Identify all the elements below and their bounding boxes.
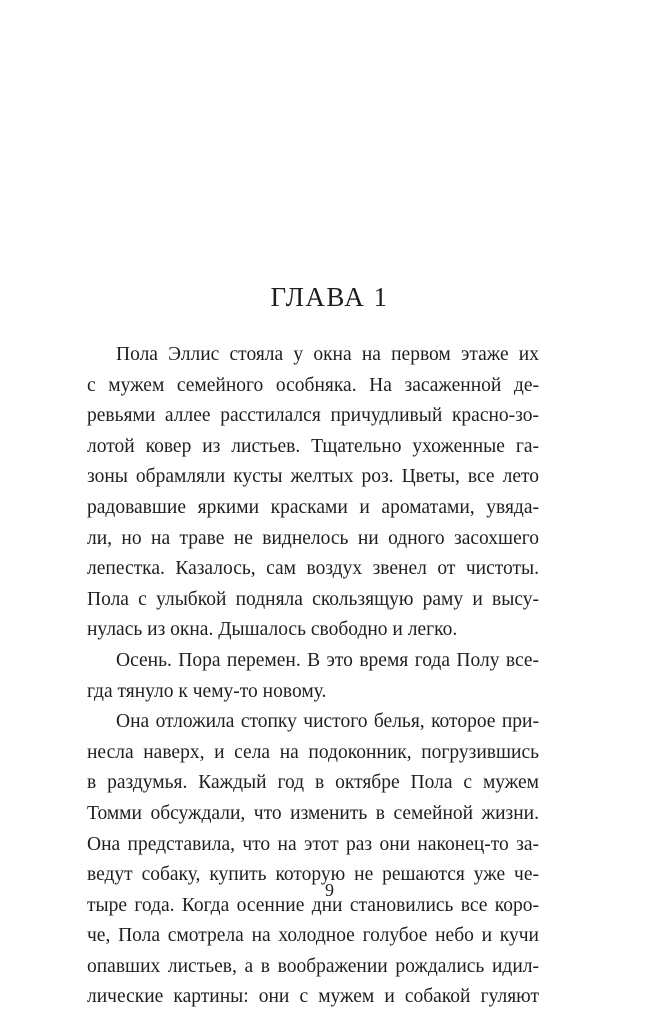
text-line: несла наверх, и села на подоконник, погрузившись bbox=[87, 741, 539, 763]
text-line: нулась из окна. Дышалось свободно и легко. bbox=[87, 619, 458, 641]
text-line: Пола Эллис стояла у окна на первом этаже их bbox=[116, 344, 539, 365]
text-line: Осень. Пора перемен. В это время года Полу все- bbox=[116, 649, 539, 671]
text-line: Пола с улыбкой подняла скользящую раму и высу- bbox=[87, 588, 539, 610]
text-line: ревьями аллее расстилался причудливый красно-зо- bbox=[87, 405, 539, 427]
text-line: опавших листьев, а в воображении рождались идил- bbox=[87, 955, 539, 977]
text-line: лотой ковер из листьев. Тщательно ухоженные га- bbox=[87, 435, 539, 457]
text-line: ведут собаку, купить которую не решаются уже че- bbox=[87, 864, 539, 886]
text-line: радовавшие яркими красками и ароматами, увяда- bbox=[87, 496, 539, 518]
text-line: Она представила, что на этот раз они наконец-то за- bbox=[87, 833, 539, 855]
text-line: зоны обрамляли кусты желтых роз. Цветы, все лето bbox=[87, 466, 539, 488]
text-line: лепестка. Казалось, сам воздух звенел от чистоты. bbox=[87, 558, 539, 580]
text-line: лические картины: они с мужем и собакой гуляют bbox=[87, 986, 539, 1008]
text-line: с мужем семейного особняка. На засаженной де- bbox=[87, 374, 539, 396]
chapter-title: ГЛАВА 1 bbox=[270, 282, 389, 312]
body-text bbox=[87, 340, 539, 1013]
text-line: в раздумья. Каждый год в октябре Пола с мужем bbox=[87, 772, 539, 794]
page-number: 9 bbox=[325, 880, 334, 900]
text-line: гда тянуло к чему-то новому. bbox=[87, 680, 327, 702]
text-line: ли, но на траве не виднелось ни одного засохшего bbox=[87, 527, 539, 549]
text-line: Томми обсуждали, что изменить в семейной жизни. bbox=[87, 802, 539, 824]
text-line: че, Пола смотрела на холодное голубое небо и кучи bbox=[87, 925, 539, 947]
text-line: тыре года. Когда осенние дни становились все коро- bbox=[87, 894, 539, 916]
text-line: Она отложила стопку чистого белья, которое при- bbox=[116, 711, 539, 733]
